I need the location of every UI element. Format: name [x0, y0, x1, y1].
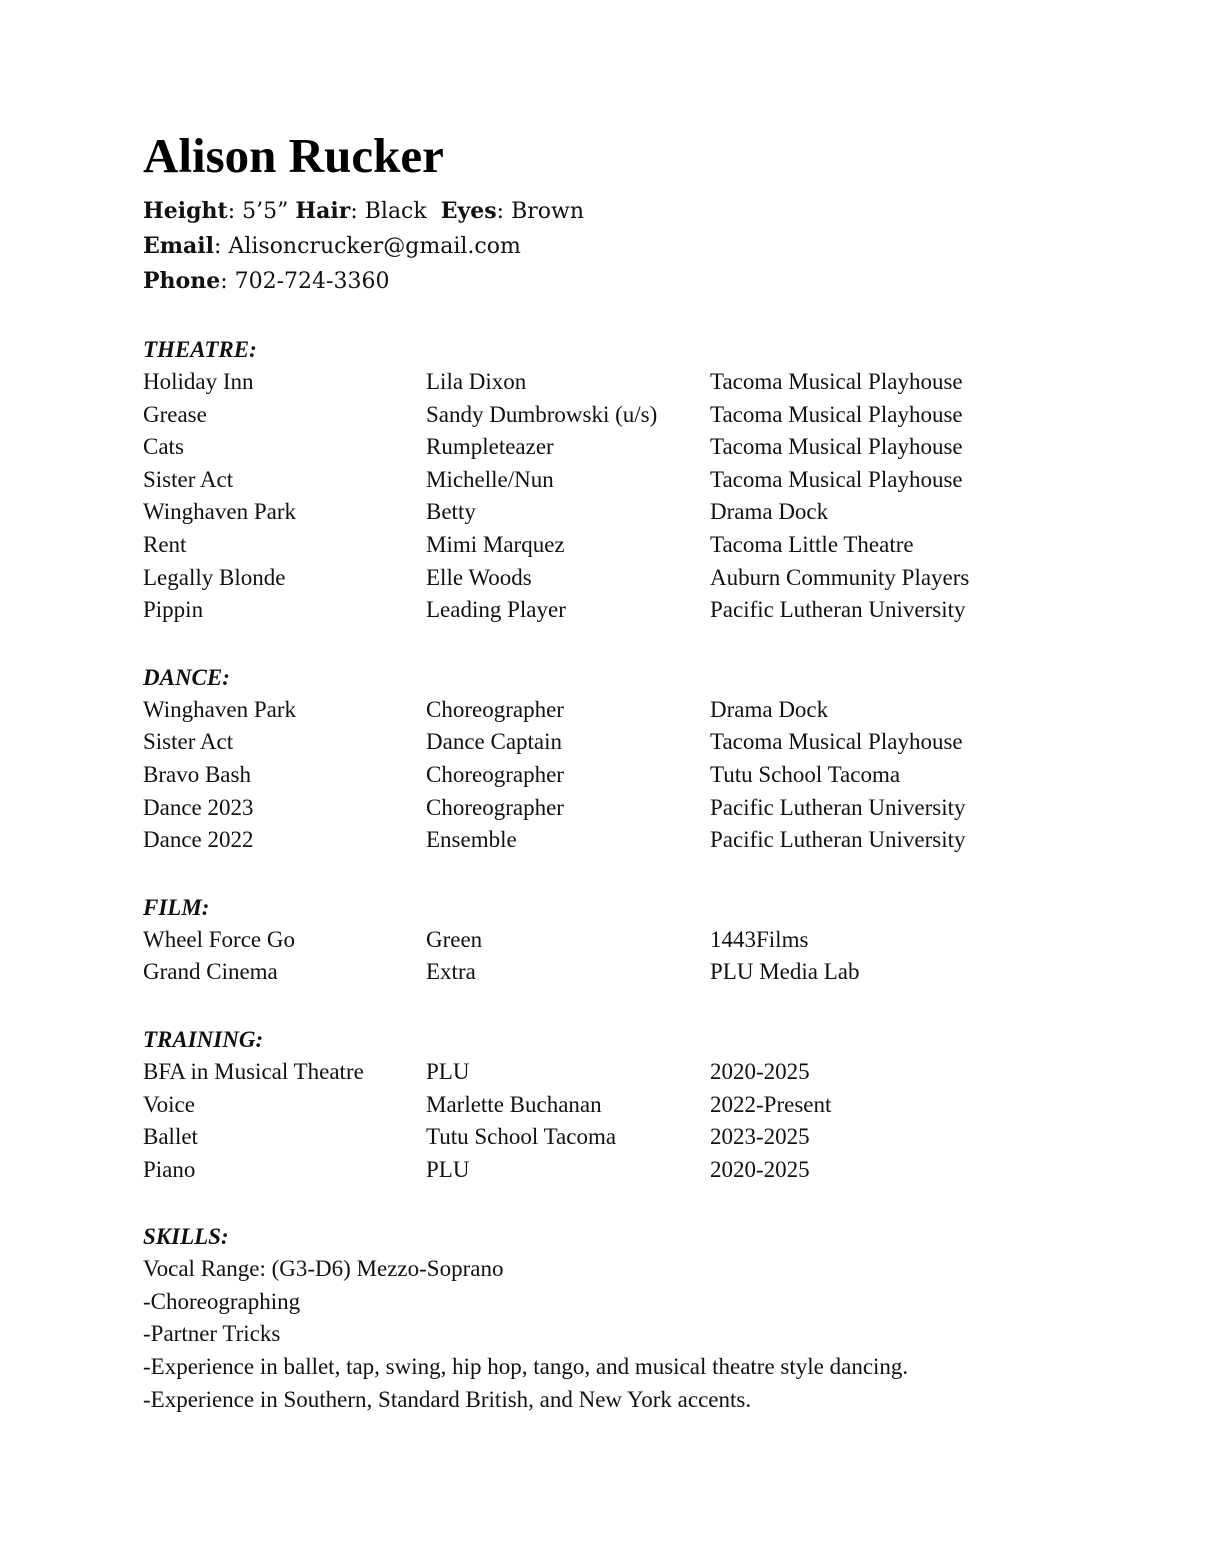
training-row [143, 1056, 1103, 1089]
training-years: 2023-2025 [710, 1124, 810, 1150]
show-title: Dance 2023 [143, 794, 254, 820]
training-teacher: PLU [426, 1058, 470, 1084]
credit-row [143, 562, 1103, 595]
show-title: Legally Blonde [143, 564, 286, 590]
skill-item: -Experience in ballet, tap, swing, hip hop, tango, and musical theatre style dancing. [143, 1354, 909, 1380]
company: Drama Dock [710, 696, 829, 722]
role: Ensemble [426, 827, 517, 853]
company: Auburn Community Players [710, 564, 970, 590]
role: Choreographer [426, 761, 564, 787]
show-title: Wheel Force Go [143, 926, 295, 952]
section-title-training: TRAINING: [143, 1026, 264, 1052]
hair-label: Hair [295, 198, 351, 224]
credit-row [143, 431, 1103, 464]
contact-info [143, 194, 1103, 299]
training-row [143, 1154, 1103, 1187]
training-years: 2020-2025 [710, 1156, 810, 1182]
show-title: Dance 2022 [143, 827, 254, 853]
film-section [143, 892, 1103, 989]
section-title-skills: SKILLS: [143, 1224, 229, 1250]
company: Tacoma Musical Playhouse [710, 466, 963, 492]
show-title: Sister Act [143, 729, 234, 755]
credit-row [143, 759, 1103, 792]
role: Choreographer [426, 794, 564, 820]
email-label: Email [143, 233, 215, 259]
eyes-value: Brown [511, 199, 584, 224]
training-section [143, 1024, 1103, 1186]
credit-row [143, 594, 1103, 627]
training-teacher: Tutu School Tacoma [426, 1124, 617, 1150]
credit-row [143, 824, 1103, 857]
show-title: Cats [143, 434, 184, 460]
credit-row [143, 496, 1103, 529]
company: Tutu School Tacoma [710, 761, 901, 787]
credit-row [143, 924, 1103, 957]
company: Tacoma Musical Playhouse [710, 369, 963, 394]
training-row [143, 1089, 1103, 1122]
company: Tacoma Musical Playhouse [710, 401, 963, 427]
show-title: Rent [143, 531, 187, 557]
show-title: Holiday Inn [143, 369, 254, 394]
eyes-label: Eyes [440, 198, 497, 224]
credit-row [143, 792, 1103, 825]
show-title: Pippin [143, 597, 204, 623]
show-title: Bravo Bash [143, 761, 251, 787]
role: Mimi Marquez [426, 531, 565, 557]
company: Tacoma Little Theatre [710, 531, 914, 557]
phone-value: 702-724-3360 [234, 269, 390, 294]
theatre-section [143, 334, 1103, 627]
role: Leading Player [426, 597, 566, 623]
hair-value: Black [364, 199, 427, 224]
role: Betty [426, 499, 476, 525]
training-subject: Voice [143, 1091, 195, 1117]
training-subject: Piano [143, 1156, 196, 1182]
skills-section [143, 1221, 1103, 1416]
training-subject: BFA in Musical Theatre [143, 1058, 364, 1084]
role: Extra [426, 959, 476, 985]
skill-item: Vocal Range: (G3-D6) Mezzo-Soprano [143, 1256, 504, 1282]
performer-name: Alison Rucker [143, 128, 444, 183]
credit-row [143, 464, 1103, 497]
dance-section [143, 662, 1103, 857]
email-line: Email: Alisoncrucker@gmail.com [143, 233, 521, 259]
skill-item: -Experience in Southern, Standard British, and New York accents. [143, 1386, 752, 1412]
physical-info-line: Height: 5’5” Hair: Black Eyes: Brown [143, 198, 584, 224]
credit-row [143, 694, 1103, 727]
company: Pacific Lutheran University [710, 827, 966, 853]
role: Sandy Dumbrowski (u/s) [426, 401, 658, 427]
training-years: 2020-2025 [710, 1058, 810, 1084]
training-teacher: PLU [426, 1156, 470, 1182]
company: Tacoma Musical Playhouse [710, 729, 963, 755]
role: Elle Woods [426, 564, 532, 590]
show-title: Grease [143, 401, 207, 427]
company: Pacific Lutheran University [710, 597, 966, 623]
show-title: Winghaven Park [143, 499, 297, 525]
section-title-dance: DANCE: [143, 664, 230, 690]
email-value: Alisoncrucker@gmail.com [228, 234, 521, 259]
skill-item: -Choreographing [143, 1288, 301, 1314]
phone-line: Phone: 702-724-3360 [143, 268, 390, 294]
skill-item: -Partner Tricks [143, 1321, 281, 1347]
height-value: 5’5” [242, 199, 289, 224]
training-teacher: Marlette Buchanan [426, 1091, 602, 1117]
training-years: 2022-Present [710, 1091, 832, 1117]
company: 1443Films [710, 926, 809, 952]
company: PLU Media Lab [710, 959, 860, 985]
credit-row [143, 529, 1103, 562]
section-title-theatre: THEATRE: [143, 337, 257, 362]
show-title: Winghaven Park [143, 696, 297, 722]
role: Lila Dixon [426, 369, 527, 394]
company: Tacoma Musical Playhouse [710, 434, 963, 460]
credit-row [143, 726, 1103, 759]
resume-page [143, 128, 1103, 1416]
height-label: Height [143, 198, 228, 224]
credit-row [143, 399, 1103, 432]
role: Rumpleteazer [426, 434, 554, 460]
role: Choreographer [426, 696, 564, 722]
company: Drama Dock [710, 499, 829, 525]
section-title-film: FILM: [143, 894, 210, 920]
show-title: Grand Cinema [143, 959, 278, 985]
training-row [143, 1121, 1103, 1154]
credit-row [143, 956, 1103, 989]
role: Green [426, 926, 483, 952]
show-title: Sister Act [143, 466, 234, 492]
credit-row [143, 366, 1103, 399]
role: Michelle/Nun [426, 466, 554, 492]
phone-label: Phone [143, 268, 221, 294]
role: Dance Captain [426, 729, 563, 755]
training-subject: Ballet [143, 1124, 198, 1150]
company: Pacific Lutheran University [710, 794, 966, 820]
